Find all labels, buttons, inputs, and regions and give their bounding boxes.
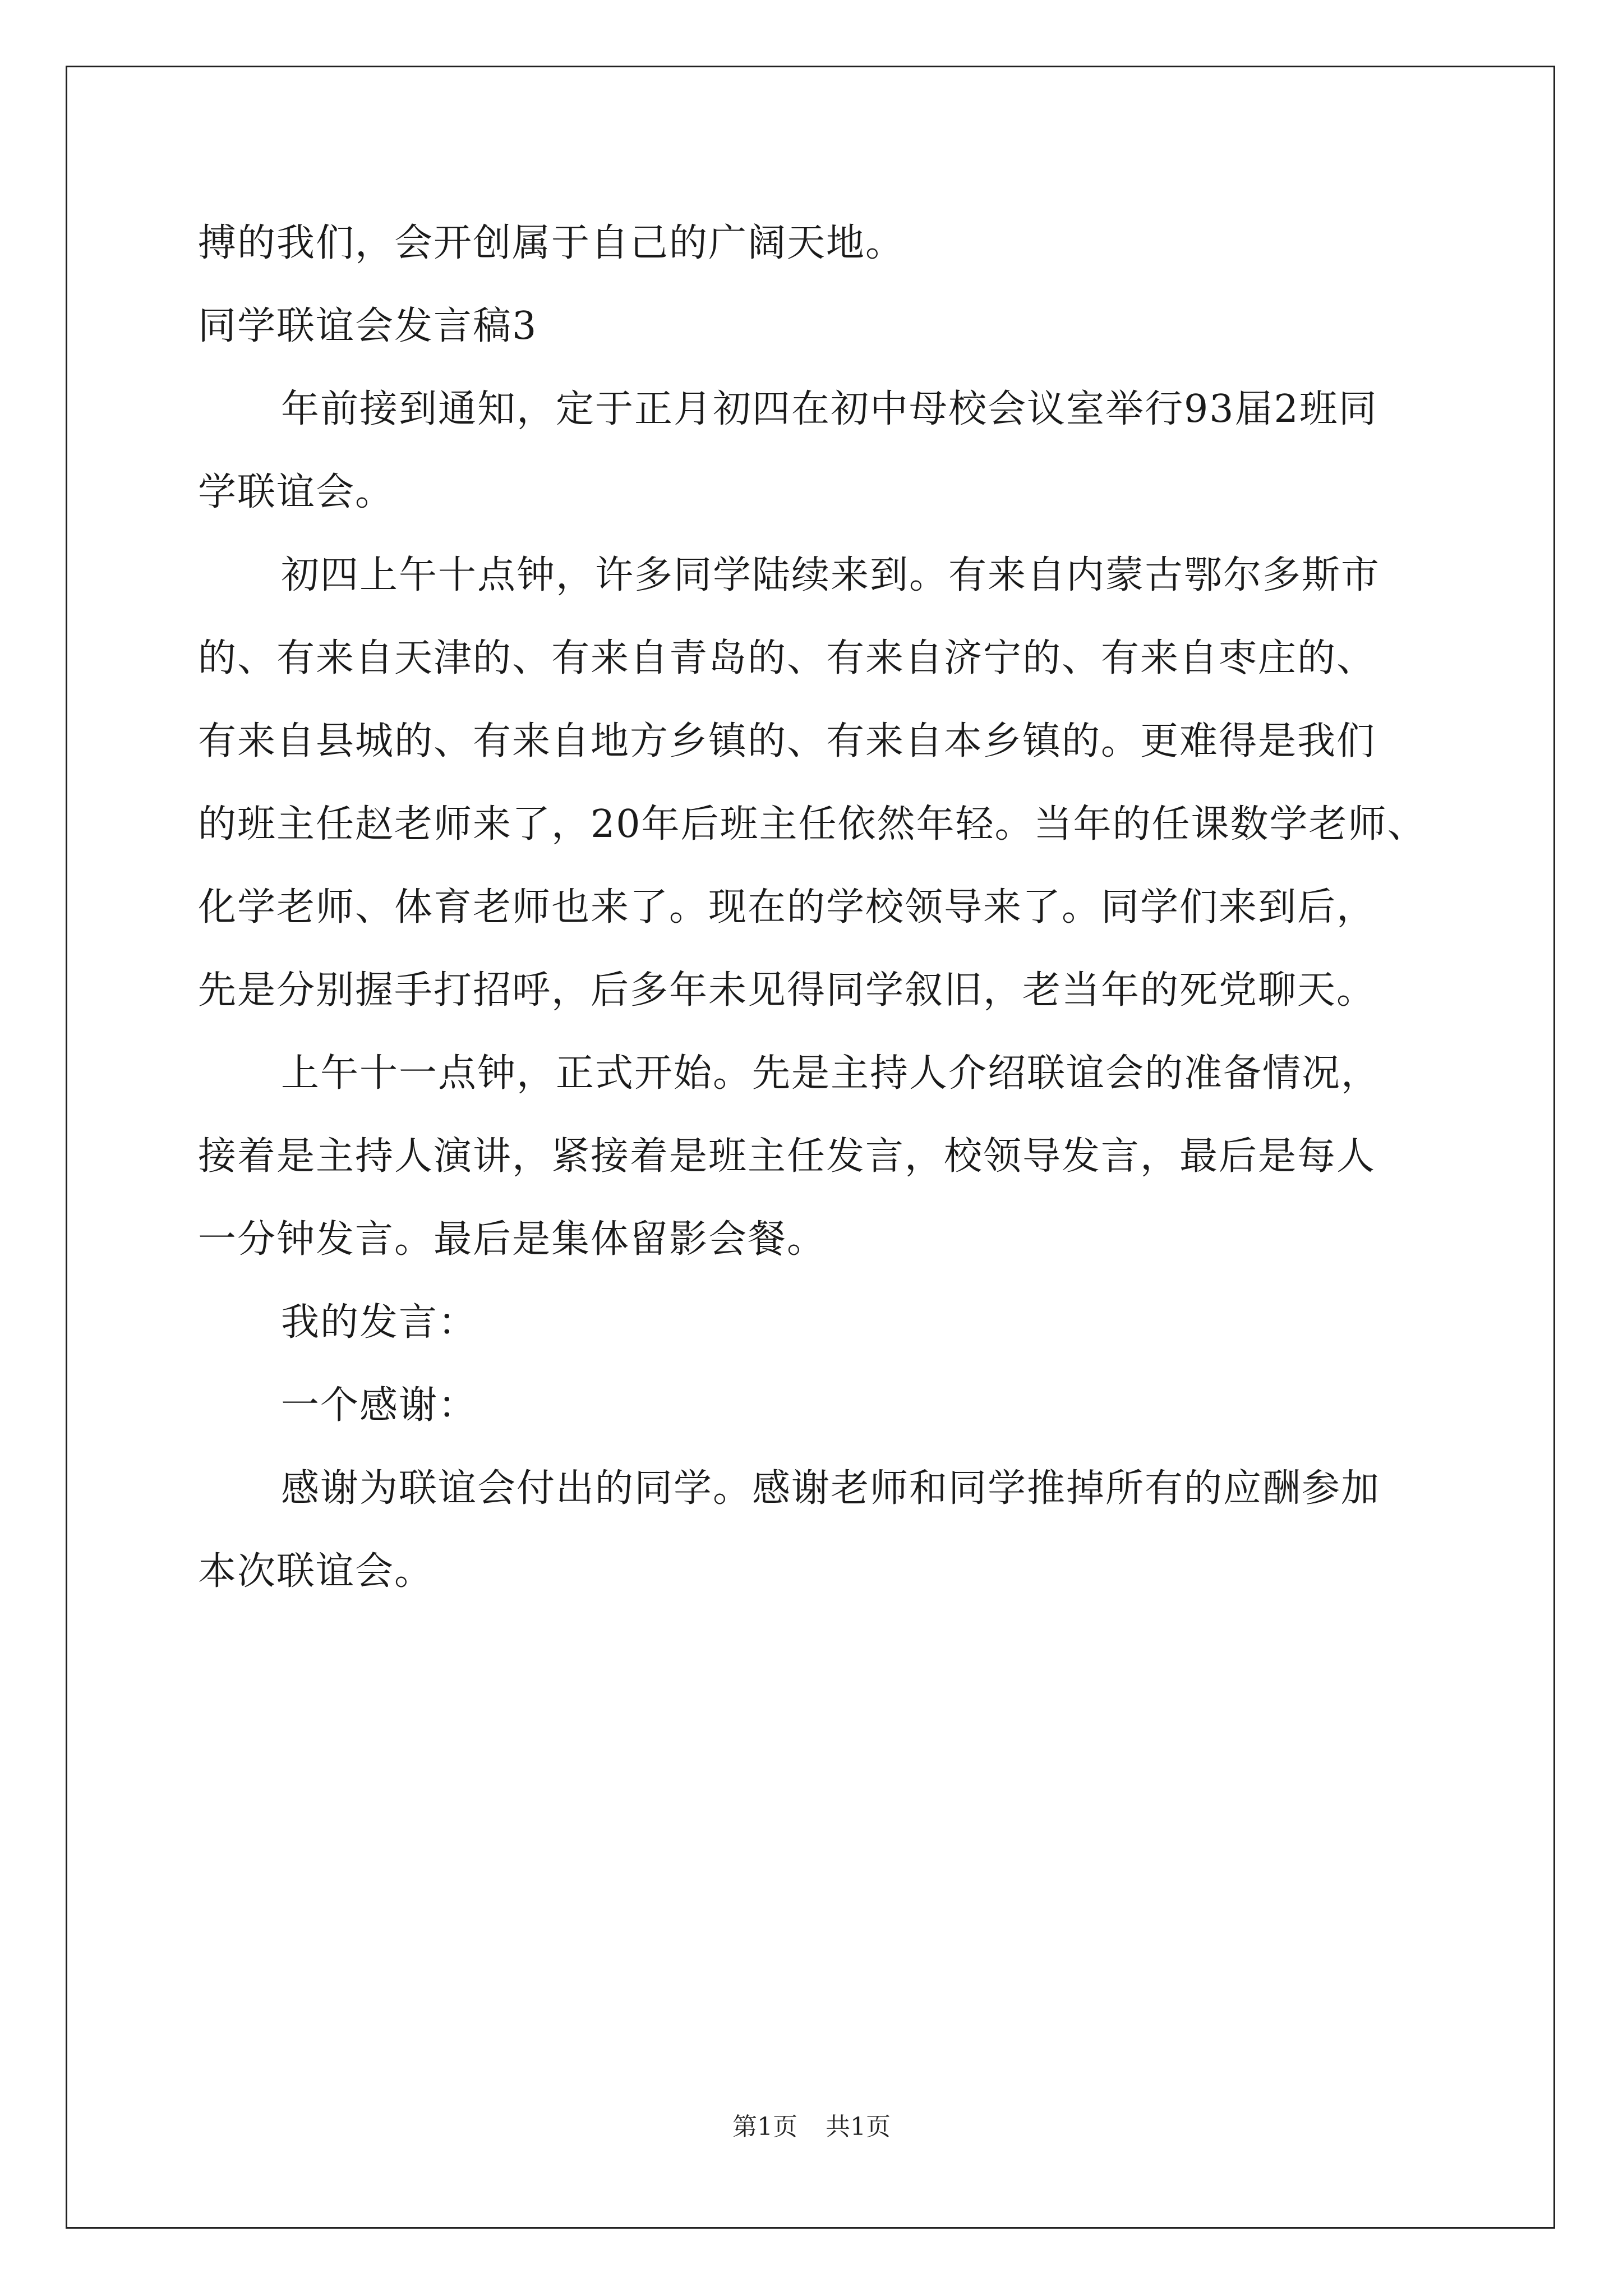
text-line: 搏的我们，会开创属于自己的广阔天地。: [198, 221, 905, 265]
paragraph-line: 一个感谢：: [281, 1383, 478, 1428]
page-number-total: 共1页: [826, 2113, 891, 2141]
page-footer: [0, 2110, 1623, 2144]
text-line: 一分钟发言。最后是集体留影会餐。: [198, 1217, 827, 1262]
document-body: [198, 202, 1432, 1613]
text-line: 有来自县城的、有来自地方乡镇的、有来自本乡镇的。更难得是我们: [198, 719, 1376, 763]
paragraph-line: 初四上午十点钟，许多同学陆续来到。有来自内蒙古鄂尔多斯市: [281, 553, 1381, 597]
page-number-current: 第1页: [732, 2113, 797, 2141]
text-line: 化学老师、体育老师也来了。现在的学校领导来了。同学们来到后，: [198, 885, 1376, 930]
text-line: 先是分别握手打招呼，后多年未见得同学叙旧，老当年的死党聊天。: [198, 968, 1376, 1013]
section-heading: 同学联谊会发言稿3: [198, 304, 538, 348]
paragraph-line: 上午十一点钟，正式开始。先是主持人介绍联谊会的准备情况，: [281, 1051, 1381, 1096]
text-line: 本次联谊会。: [198, 1549, 434, 1594]
text-line: 接着是主持人演讲，紧接着是班主任发言，校领导发言，最后是每人: [198, 1134, 1376, 1179]
text-line: 的、有来自天津的、有来自青岛的、有来自济宁的、有来自枣庄的、: [198, 636, 1376, 680]
paragraph-line: 感谢为联谊会付出的同学。感谢老师和同学推掉所有的应酬参加: [281, 1466, 1381, 1511]
text-line: 学联谊会。: [198, 470, 395, 514]
paragraph-line: 年前接到通知，定于正月初四在初中母校会议室举行93届2班同: [281, 387, 1378, 431]
text-line: 的班主任赵老师来了，20年后班主任依然年轻。当年的任课数学老师、: [198, 802, 1427, 846]
paragraph-line: 我的发言：: [281, 1300, 478, 1345]
